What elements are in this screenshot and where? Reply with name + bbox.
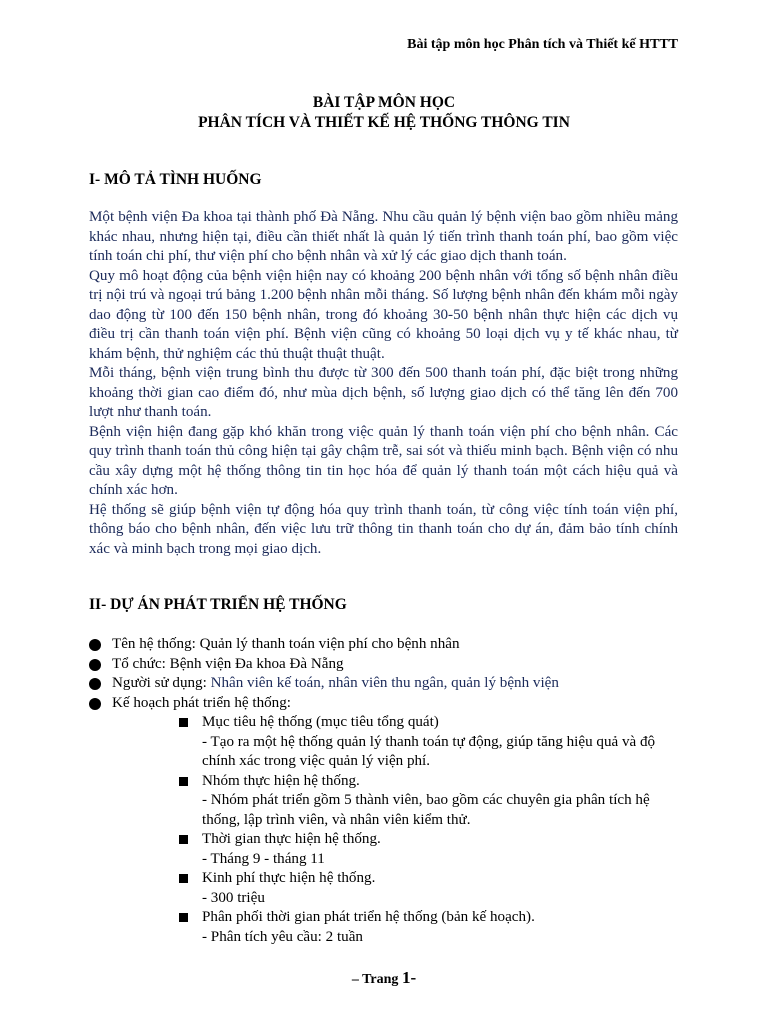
section-1-body <box>89 208 678 559</box>
sub-list-item: Thời gian thực hiện hệ thống. - Tháng 9 - tháng 11 <box>179 830 689 869</box>
sub-list-item: Mục tiêu hệ thống (mục tiêu tổng quát) - Tạo ra một hệ thống quản lý thanh toán tự động, giúp tăng hiệu quả và độ chính xác trong việc quản lý viện phí. <box>179 713 689 772</box>
list-item: Kế hoạch phát triển hệ thống: Mục tiêu hệ thống (mục tiêu tổng quát) - Tạo ra một hệ thống quản lý thanh toán tự động, giúp tăng hiệu quả và độ chính xác trong việc quản lý viện phí. Nhóm thực hiện hệ thống. - Nhóm phát triển gồm 5 thành viên, bao gồm các chuyên gia phân tích hệ thống, lập trình viên, và nhân viên kiểm thử. Thời gian thực hiện hệ thống. - Tháng 9 - tháng 11 Kinh phí thực hiện hệ thống. - 300 triệu Phân phối thời gian phát triển hệ thống (bản kế hoạch). - Phân tích yêu cầu: 2 tuần <box>89 694 689 948</box>
project-bullet-list <box>89 635 689 947</box>
paragraph: Hệ thống sẽ giúp bệnh viện tự động hóa quy trình thanh toán, từ công việc tính toán viện phí, thông báo cho bệnh nhân, đến việc lưu trữ thông tin thanh toán cho dự án, đảm bảo tính chính xác và minh bạch trong mọi giao dịch. <box>89 501 678 557</box>
sub-list-item: Nhóm thực hiện hệ thống. - Nhóm phát triển gồm 5 thành viên, bao gồm các chuyên gia phân tích hệ thống, lập trình viên, và nhân viên kiểm thử. <box>179 772 689 831</box>
page-footer <box>0 968 768 988</box>
page-number: 1- <box>401 968 417 987</box>
section-heading-1: I- MÔ TẢ TÌNH HUỐNG <box>89 171 262 188</box>
bullet-square-icon <box>179 777 188 786</box>
paragraph: Bệnh viện hiện đang gặp khó khăn trong việc quản lý thanh toán viện phí cho bệnh nhân. Các quy trình thanh toán thủ công hiện tại gây chậm trễ, sai sót và thiếu minh bạch. Bệnh viện có nhu cầu xây dựng một hệ thống thông tin tin học hóa để quản lý thanh toán một cách hiệu quả và chính xác hơn. <box>89 423 678 498</box>
list-item: Tên hệ thống: Quản lý thanh toán viện phí cho bệnh nhân <box>89 635 689 655</box>
list-item: Người sử dụng: Nhân viên kế toán, nhân viên thu ngân, quản lý bệnh viện <box>89 674 689 694</box>
page-number-label: – Trang <box>351 972 402 987</box>
bullet-dot-icon <box>89 639 101 651</box>
paragraph: Quy mô hoạt động của bệnh viện hiện nay có khoảng 200 bệnh nhân với tổng số bệnh nhân điều trị nội trú và ngoại trú bảng 1.200 bệnh nhân mỗi tháng. Số lượng bệnh nhân đến khám mỗi ngày dao động từ 100 đến 150 bệnh nhân, trong đó khoảng 30-50 bệnh nhân thực hiện các dịch vụ điều trị cần thanh toán viện phí. Bệnh viện cũng có khoảng 50 loại dịch vụ y tế khác nhau, từ khám bệnh, thử nghiệm các thủ thuật thuật thuật. <box>89 267 678 362</box>
page-header: Bài tập môn học Phân tích và Thiết kế HTTT <box>407 37 678 52</box>
bullet-square-icon <box>179 718 188 727</box>
bullet-square-icon <box>179 835 188 844</box>
bullet-dot-icon <box>89 659 101 671</box>
paragraph: Một bệnh viện Đa khoa tại thành phố Đà Nẵng. Nhu cầu quản lý bệnh viện bao gồm nhiều mảng khác nhau, nhưng hiện tại, điều cần thiết nhất là quản lý tiến trình thanh toán phí, bao gồm việc tính toán chi phí, thư viện phí cho bệnh nhân và xử lý các giao dịch thanh toán. <box>89 209 678 264</box>
sub-list-item: Phân phối thời gian phát triển hệ thống (bản kế hoạch). - Phân tích yêu cầu: 2 tuần <box>179 908 689 947</box>
bullet-dot-icon <box>89 698 101 710</box>
section-heading-2: II- DỰ ÁN PHÁT TRIỂN HỆ THỐNG <box>89 596 347 613</box>
document-title: BÀI TẬP MÔN HỌC <box>312 94 456 111</box>
bullet-square-icon <box>179 913 188 922</box>
bullet-square-icon <box>179 874 188 883</box>
document-subtitle: PHÂN TÍCH VÀ THIẾT KẾ HỆ THỐNG THÔNG TIN <box>198 114 570 131</box>
plan-sub-list <box>179 713 689 947</box>
paragraph: Mỗi tháng, bệnh viện trung bình thu được từ 300 đến 500 thanh toán phí, đặc biệt trong những khoảng thời gian cao điểm đó, như mùa dịch bệnh, số lượng giao dịch có thể tăng lên đến 700 lượt như thanh toán. <box>89 365 678 420</box>
sub-list-item: Kinh phí thực hiện hệ thống. - 300 triệu <box>179 869 689 908</box>
list-item: Tổ chức: Bệnh viện Đa khoa Đà Nẵng <box>89 655 689 675</box>
bullet-dot-icon <box>89 678 101 690</box>
